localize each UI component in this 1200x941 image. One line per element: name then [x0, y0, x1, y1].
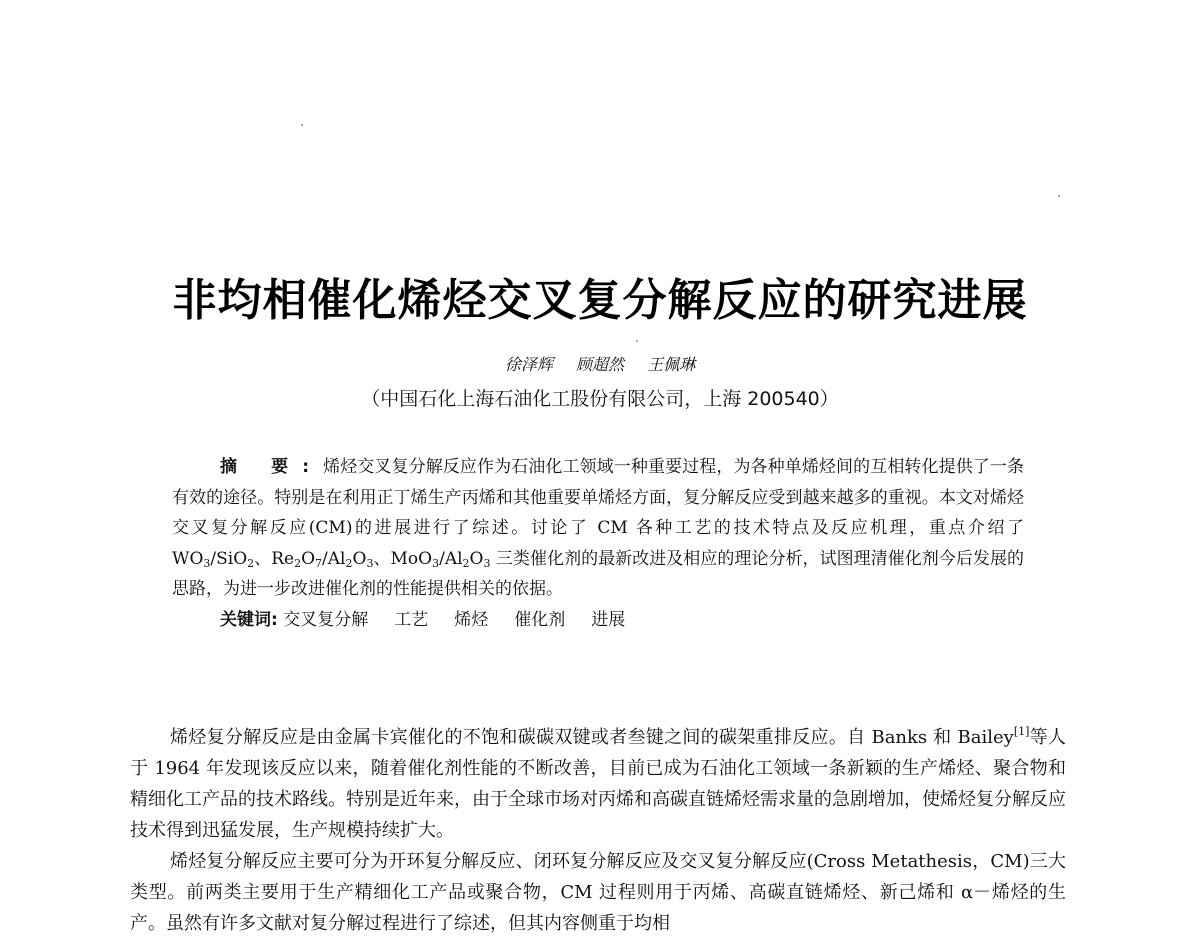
abstract-text: O: [352, 548, 367, 569]
keyword: 交叉复分解: [283, 609, 369, 630]
affiliation: （中国石化上海石油化工股份有限公司，上海 200540）: [361, 388, 839, 410]
keyword: 工艺: [394, 609, 429, 630]
subscript: 2: [345, 556, 353, 570]
abstract-text: O: [301, 548, 316, 569]
author-name: 徐泽辉: [504, 355, 553, 374]
subscript: 3: [432, 556, 440, 570]
abstract-label: 摘 要:: [220, 457, 324, 477]
abstract-text: 、Re: [254, 548, 295, 569]
abstract-block: [172, 452, 1024, 635]
abstract-text: /Al: [439, 548, 463, 569]
author-list: [0, 352, 1200, 375]
body-text-run: 烯烃复分解反应是由金属卡宾催化的不饱和碳碳双键或者叁键之间的碳架重排反应。自 Banks 和 Bailey: [170, 727, 1014, 748]
subscript: 3: [203, 556, 211, 570]
abstract-text: /SiO: [210, 548, 248, 569]
body-paragraph: [130, 722, 1066, 846]
scan-speck: [636, 340, 638, 342]
abstract-text: O: [469, 548, 484, 569]
keyword: 进展: [591, 609, 626, 630]
scan-speck: [301, 124, 303, 126]
keyword: 烯烃: [454, 609, 489, 630]
keywords-line: [172, 605, 1024, 636]
subscript: 2: [462, 556, 470, 570]
paper-title: 非均相催化烯烃交叉复分解反应的研究进展: [172, 275, 1028, 326]
author-name: 王佩琳: [647, 355, 696, 374]
citation-ref: [1]: [1013, 725, 1030, 738]
subscript: 7: [315, 556, 323, 570]
body-text-run: 等人于 1964 年发现该反应以来，随着催化剂性能的不断改善，目前已成为石油化工领域一条新颖的生产烯烃、聚合物和精细化工产品的技术路线。特别是近年来，由于全球市场对丙烯和高碳直链烯烃需求量的急剧增加，使烯烃复分解反应技术得到迅猛发展，生产规模持续扩大。: [130, 727, 1067, 841]
subscript: 3: [366, 556, 374, 570]
subscript: 3: [483, 556, 491, 570]
subscript: 2: [247, 556, 255, 570]
abstract-text: /Al: [322, 548, 346, 569]
body-text: [130, 722, 1066, 939]
abstract-text: 、MoO: [373, 548, 433, 569]
scan-speck: [1058, 195, 1060, 197]
abstract-text: 烯烃交叉复分解反应作为石油化工领域一种重要过程，为各种单烯烃间的互相转化提供了一条有效的途径。特别是在利用正丁烯生产丙烯和其他重要单烯烃方面，复分解反应受到越来越多的重视。本文对烯烃交叉复分解反应(CM)的进展进行了综述。讨论了 CM 各种工艺的技术特点及反应机理，重点介绍了 WO: [172, 457, 1025, 569]
keywords-label: 关键词:: [220, 609, 278, 630]
keyword: 催化剂: [514, 609, 566, 630]
abstract-text: 三类催化剂的最新改进及相应的理论分析，试图理清催化剂今后发展的思路，为进一步改进催化剂的性能提供相关的依据。: [172, 548, 1024, 599]
body-paragraph: 烯烃复分解反应主要可分为开环复分解反应、闭环复分解反应及交叉复分解反应(Cross Metathesis，CM)三大类型。前两类主要用于生产精细化工产品或聚合物，CM 过程则用于丙烯、高碳直链烯烃、新己烯和 α－烯烃的生产。虽然有许多文献对复分解过程进行了综述，但其内容侧重于均相: [130, 851, 1066, 934]
subscript: 2: [294, 556, 302, 570]
abstract-paragraph: [172, 452, 1024, 605]
author-name: 顾超然: [575, 355, 624, 374]
